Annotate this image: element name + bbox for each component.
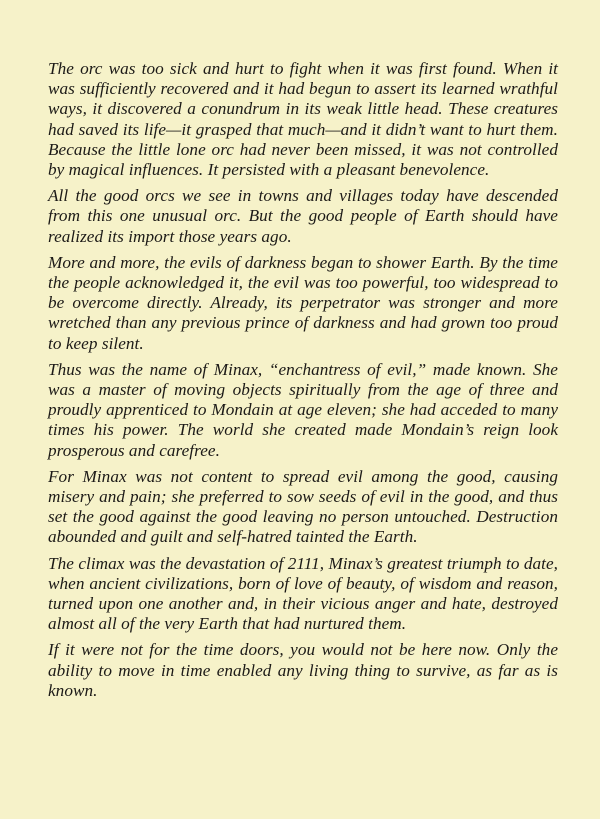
story-text	[48, 59, 558, 707]
paragraph-orc-found: The orc was too sick and hurt to fight when it was first found. When it was sufficiently recovered and it had begun to assert its learned wrathful ways, it discovered a conundrum in its weak little head. These creatures had saved its life—it grasped that much—and it didn’t want to hurt them. Because the little lone orc had never been missed, it was not controlled by magical influences. It persisted with a pleasant benevolence.	[48, 59, 558, 180]
paragraph-climax-2111: The climax was the devastation of 2111, Minax’s greatest triumph to date, when ancient civilizations, born of love of beauty, of wisdom and reason, turned upon one another and, in their vicious anger and hate, destroyed almost all of the very Earth that had nurtured them.	[48, 553, 558, 634]
paragraph-good-orcs: All the good orcs we see in towns and villages today have descended from this one unusual orc. But the good people of Earth should have realized its import those years ago.	[48, 186, 558, 246]
paragraph-seeds-of-evil: For Minax was not content to spread evil among the good, causing misery and pain; she preferred to sow seeds of evil in the good, and thus set the good against the good leaving no person untouched. Destruction abounded and guilt and self-hatred tainted the Earth.	[48, 466, 558, 547]
paragraph-evils-of-darkness: More and more, the evils of darkness began to shower Earth. By the time the people acknowledged it, the evil was too powerful, too widespread to be overcome directly. Already, its perpetrator was stronger and more wretched than any previous prince of darkness and had grown too proud to keep silent.	[48, 252, 558, 353]
paragraph-minax-named: Thus was the name of Minax, “enchantress of evil,” made known. She was a master of moving objects spiritually from the age of three and proudly apprenticed to Mondain at age eleven; she had acceded to many times his power. The world she created made Mondain’s reign look prosperous and carefree.	[48, 359, 558, 460]
paragraph-time-doors: If it were not for the time doors, you would not be here now. Only the ability to move in time enabled any living thing to survive, as far as is known.	[48, 640, 558, 700]
